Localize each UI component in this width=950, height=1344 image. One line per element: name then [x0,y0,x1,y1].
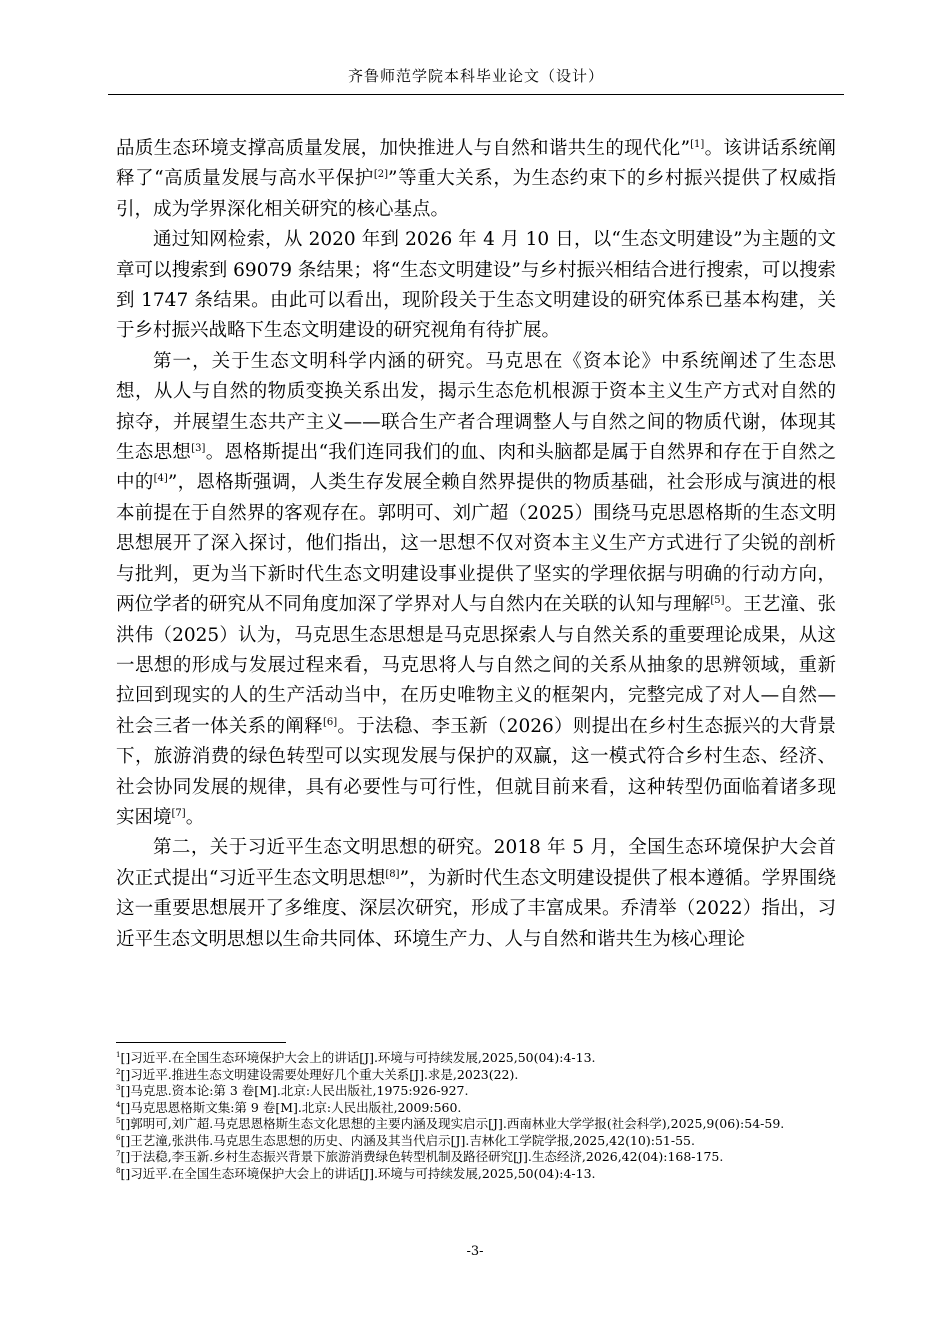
footnote-item: $^4$[]马克思恩格斯文集:第 9 卷[M].北京:人民出版社,2009:560. [116,1099,462,1115]
text-run: ”，为新时代生态文明建设提供了根本遵循。学界围绕这一重要思想展开了多维度、深层次研究，形成了丰富成果。乔清举（2022）指出，习近平生态文明思想以生命共同体、环境生产力、人与自然和谐共生为核心理论 [116,867,836,950]
page-header [108,64,844,95]
text-run: 。王艺潼、张洪伟（2025）认为，马克思生态思想是马克思探索人与自然关系的重要理论成果，从这一思想的形成与发展过程来看，马克思将人与自然之间的关系从抽象的思辨领域，重新拉回到现实的人的生产活动当中，在历史唯物主义的框架内，完整完成了对人—自然—社会三者一体关系的阐释 [116,594,836,737]
paragraph-2 [116,225,836,347]
text-run: 第一，关于生态文明科学内涵的研究。马克思在《资本论》中系统阐述了生态思想，从人与自然的物质变换关系出发，揭示生态危机根源于资本主义生产方式对自然的掠夺，并展望生态共产主义——联合生产者合理调整人与自然之间的物质代谢，体现其生态思想 [116,350,836,464]
paragraph-3 [116,347,836,834]
footnote-separator [116,1042,286,1043]
footnote-item: $^3$[]马克思.资本论:第 3 卷[M].北京:人民出版社,1975:926-927. [116,1083,469,1098]
text-run: 品质生态环境支撑高质量发展，加快推进人与自然和谐共生的现代化” [116,138,691,159]
text-run: 第二，关于习近平生态文明思想的研究。2018 年 5 月，全国生态环境保护大会首次正式提出“习近平生态文明思想 [116,837,836,889]
text-run: ”等重大关系，为生态约束下的乡村振兴提供了权威指引，成为学界深化相关研究的核心基点。 [116,168,836,220]
footnotes [116,1050,838,1182]
paragraph-1 [116,134,836,225]
footnote-item: $^7$[]于法稳,李玉新.乡村生态振兴背景下旅游消费绿色转型机制及路径研究[J].生态经济,2026,42(04):168-175. [116,1149,724,1164]
page-number: -3- [466,1244,484,1259]
citation-mark: [2] [373,169,389,181]
body-text [116,134,836,955]
paragraph-4 [116,833,836,955]
citation-mark: [7] [171,807,186,819]
text-run: 。 [185,806,205,828]
citation-mark: [4] [153,473,168,485]
footnote-item: $^6$[]王艺潼,张洪伟.马克思生态思想的历史、内涵及其当代启示[J].吉林化工学院学报,2025,42(10):51-55. [116,1132,695,1148]
text-run: 。于法稳、李玉新（2026）则提出在乡村生态振兴的大背景下，旅游消费的绿色转型可以实现发展与保护的双赢，这一模式符合乡村生态、经济、社会协同发展的规律，具有必要性与可行性，但就目前来看，这种转型仍面临着诸多现实困境 [116,715,836,828]
citation-mark: [8] [385,868,400,880]
footnote-item: $^8$[]习近平.在全国生态环境保护大会上的讲话[J].环境与可持续发展,2025,50(04):4-13. [116,1165,596,1181]
text-run: 。恩格斯提出“我们连同我们的血、肉和头脑都是属于自然界和存在于自然之中的 [116,442,836,494]
text-run: 。该讲话系统阐释了“高质量发展与高水平保护 [116,138,836,190]
citation-mark: [6] [322,716,338,728]
footnote-item: $^2$[]习近平.推进生态文明建设需要处理好几个重大关系[J].求是,2023(22). [116,1066,519,1082]
text-run: 通过知网检索，从 2020 年到 2026 年 4 月 10 日，以“生态文明建设”为主题的文章可以搜索到 69079 条结果；将“生态文明建设”与乡村振兴相结合进行搜索，可以搜索到 1747 条结果。由此可以看出，现阶段关于生态文明建设的研究体系已基本构建，关于乡村振兴战略下生态文明建设的研究视角有待扩展。 [116,229,836,342]
footnote-item: $^1$[]习近平.在全国生态环境保护大会上的讲话[J].环境与可持续发展,2025,50(04):4-13. [116,1050,596,1065]
citation-mark: [5] [710,594,725,606]
citation-mark: [3] [191,442,206,454]
header-title: 齐鲁师范学院本科毕业论文（设计） [347,67,604,85]
citation-mark: [1] [690,138,705,150]
footnote-item: $^5$[]郭明可,刘广超.马克思恩格斯生态文化思想的主要内涵及现实启示[J].西南林业大学学报(社会科学),2025,9(06):54-59. [116,1116,785,1131]
text-run: ”，恩格斯强调，人类生存发展全赖自然界提供的物质基础，社会形成与演进的根本前提在于自然界的客观存在。郭明可、刘广超（2025）围绕马克思恩格斯的生态文明思想展开了深入探讨，他们指出，这一思想不仅对资本主义生产方式进行了尖锐的剖析与批判，更为当下新时代生态文明建设事业提供了坚实的学理依据与明确的行动方向，两位学者的研究从不同角度加深了学界对人与自然内在关联的认知与理解 [116,472,836,616]
